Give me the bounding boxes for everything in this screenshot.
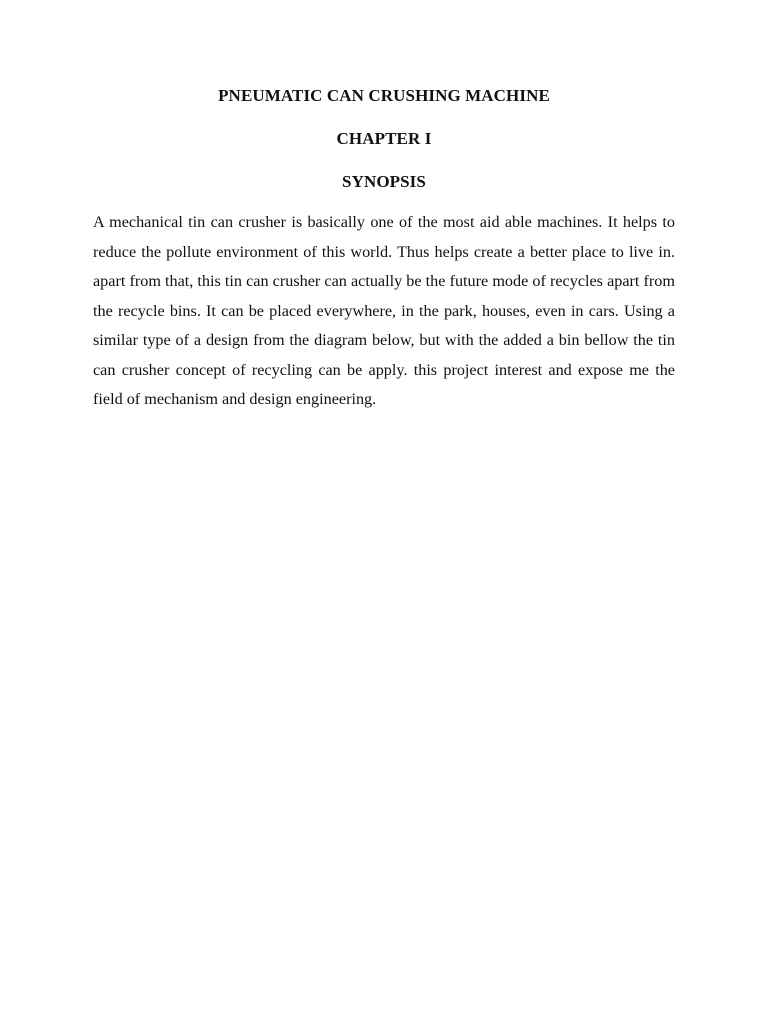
document-title: PNEUMATIC CAN CRUSHING MACHINE: [218, 86, 550, 105]
section-heading: SYNOPSIS: [342, 172, 426, 191]
synopsis-paragraph: A mechanical tin can crusher is basically one of the most aid able machines. It helps to reduce the pollute environment of this world. Thus helps create a better place to live in. apart from that, this tin can crusher can actually be the future mode of recycles apart from the recycle bins. It can be placed everywhere, in the park, houses, even in cars. Using a similar type of a design from the diagram below, but with the added a bin bellow the tin can crusher concept of recycling can be apply. this project interest and expose me the field of mechanism and design engineering.: [93, 213, 675, 408]
chapter-heading: CHAPTER I: [336, 129, 432, 148]
